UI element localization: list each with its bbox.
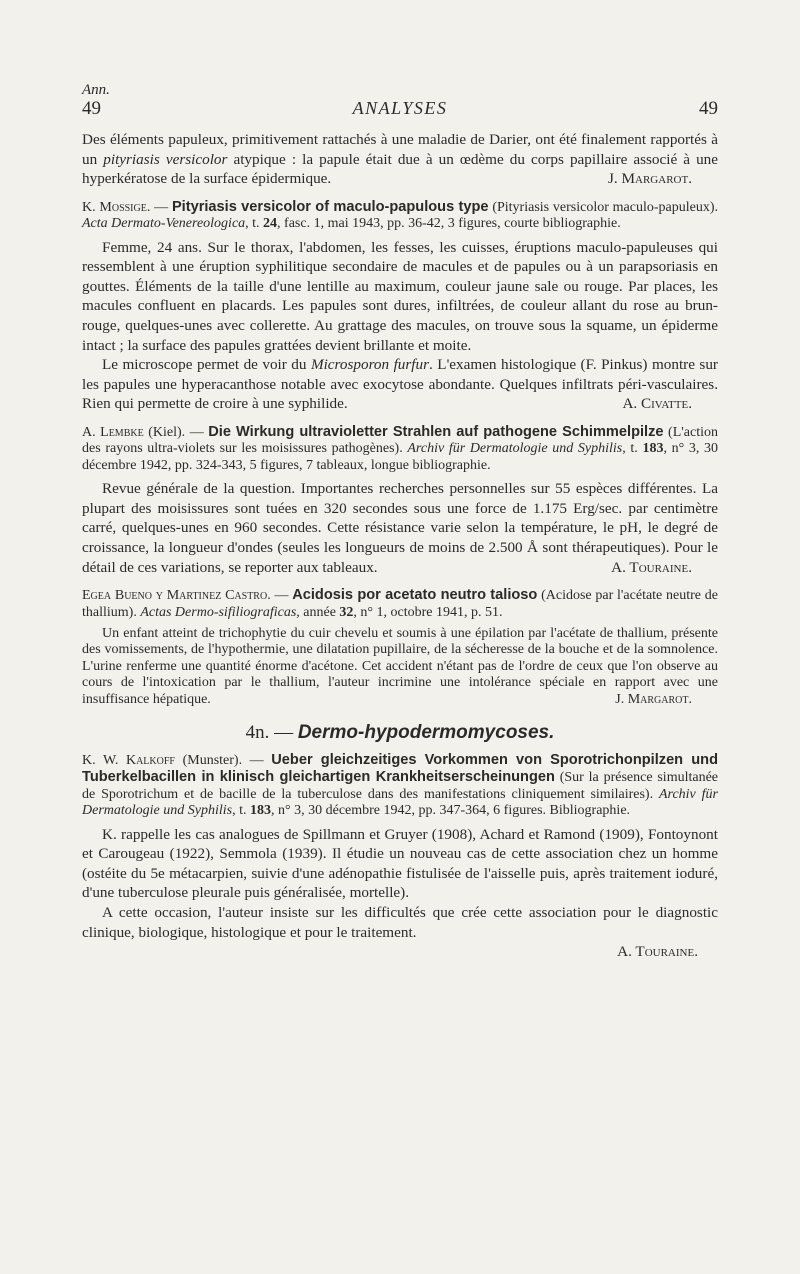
reviewer-signature: A. Civatte. <box>622 395 692 413</box>
journal: Actas Dermo-sifiliograficas <box>140 604 297 620</box>
review-paragraph: Des éléments papuleux, primitivement rattachés à une maladie de Darier, ont été finalement rapportés à un pityriasis versicolor atypique : la papule était due à un œdème du corps papillaire associé à une hyperkératose de la surface épidermique. J. Margarot. <box>82 131 718 188</box>
review-paragraph: Un enfant atteint de trichophytie du cuir chevelu et soumis à une épilation par l'acétate de thallium, présente des vomissements, de l'hypothermie, une dilatation pupillaire, de la sécheresse de la bouche et de la somnolence. L'urine renferme une quantité énorme d'acétone. Cet accident n'étant pas de l'ordre de ceux que l'on observe au cours de l'intoxication par le thallium, l'auteur incrimine une intolérance spéciale en rapport avec une insuffisance hépatique. J. Margarot. <box>82 625 718 707</box>
citation: A. Lembke (Kiel). — Die Wirkung ultravioletter Strahlen auf pathogene Schimmelpilze (L'action des rayons ultra-violets sur les moisissures pathogènes). Archiv für Dermatologie und Syphilis, t. 183, n° 3, 30 décembre 1942, pp. 324-343, 5 figures, 7 tableaux, longue bibliographie. <box>82 423 719 473</box>
review-paragraph: Femme, 24 ans. Sur le thorax, l'abdomen, les fesses, les cuisses, éruptions maculo-papuleuses qui ressemblent à une éruption syphilitique secondaire de macules et de papules ou à un parapsoriasis en gouttes. Éléments de la taille d'une lentille au maximum, couleur jaune sale ou rouge. Par places, les macules confluent en placards. Les papules sont dures, infiltrées, de couleur allant du rose au brun-rouge, quelques-unes avec collerette. Au grattage des macules, on trouve sous la squame, un épiderme intact ; la surface des papules grattées devient brillante et moite. <box>82 238 718 354</box>
author: Egea Bueno y Martinez Castro. <box>82 588 271 604</box>
abstract-entry <box>82 199 718 414</box>
review-paragraph: K. rappelle les cas analogues de Spillmann et Gruyer (1908), Achard et Ramond (1909), Fontoynont et Carougeau (1922), Semmola (1939). Il étudie un nouveau cas de cette association chez un homme (ostéite du 5e métacarpien, suivie d'une adénopathie fistulisée de l'aisselle puis, après traitement ioduré, d'une tuberculose pleurale puis généralisée, mortelle). <box>82 825 718 902</box>
abstract-entry <box>82 424 718 577</box>
section-heading: 4n. — Dermo-hypodermomycoses. <box>245 721 555 743</box>
page <box>82 82 718 962</box>
page-number-left: 49 <box>82 98 101 119</box>
abstract-entry <box>82 587 718 708</box>
annotation-label: Ann. <box>82 82 110 98</box>
review-paragraph: Revue générale de la question. Importantes recherches personnelles sur 55 espèces différentes. La plupart des moisissures sont tuées en 320 secondes sous une force de 1.175 Erg/sec. par centimètre carré, quelques-unes en 960 secondes. Cette résistance varie selon la température, le pH, le degré de croissance, la longueur d'ondes (seules les longueurs de moins de 2.500 Å sont thérapeutiques). Pour le détail de ces variations, se reporter aux tableaux. A. Touraine. <box>82 480 718 576</box>
reviewer-signature: A. Touraine. <box>611 558 692 576</box>
section-title: Dermo-hypodermomycoses. <box>297 721 555 743</box>
citation: K. W. Kalkoff (Munster). — Ueber gleichzeitiges Vorkommen von Sporotrichonpilzen und Tuberkelbacillen in klinisch gleichartigen Krankheitserscheinungen (Sur la présence simultanée de Sporotrichum et de bacille de la tuberculose dans des manifestations cliniquement similaires). Archiv für Dermatologie und Syphilis, t. 183, n° 3, 30 décembre 1942, pp. 347-364, 6 figures. Bibliographie. <box>82 751 718 819</box>
article-title: Ueber gleichzeitiges Vorkommen von Sporotrichonpilzen und Tuberkelbacillen in klinisch gleichartigen Krankheitserscheinungen <box>82 751 718 786</box>
section-number: 4n. <box>245 721 270 743</box>
running-title: ANALYSES <box>352 98 448 118</box>
author: A. Lembke <box>82 424 144 440</box>
author: K. Mossige. <box>82 199 151 215</box>
article-title: Acidosis por acetato neutro talioso <box>292 587 538 604</box>
journal: Acta Dermato-Venereologica <box>82 216 246 232</box>
reviewer-signature: J. Margarot. <box>615 691 692 707</box>
journal: Archiv für Dermatologie und Syphilis <box>407 441 623 457</box>
abstract-entry <box>82 752 718 962</box>
page-number-right: 49 <box>699 98 718 119</box>
running-head <box>82 82 718 130</box>
review-paragraph: Le microscope permet de voir du Microsporon furfur. L'examen histologique (F. Pinkus) montre sur les papules une hyperacanthose notable avec exocytose abondante. Quelques infiltrats péri-vasculaires. Rien qui permette de croire à une syphilide. A. Civatte. <box>82 356 718 413</box>
reviewer-signature: A. Touraine. <box>617 943 698 961</box>
journal: Archiv für Dermatologie und Syphilis <box>82 786 718 819</box>
author: K. W. Kalkoff <box>82 752 175 768</box>
citation: Egea Bueno y Martinez Castro. — Acidosis por acetato neutro talioso (Acidose par l'acétate neutre de thallium). Actas Dermo-sifiliograficas, année 32, n° 1, octobre 1941, p. 51. <box>82 587 718 620</box>
article-title: Die Wirkung ultravioletter Strahlen auf pathogene Schimmelpilze <box>208 423 664 440</box>
article-title: Pityriasis versicolor of maculo-papulous type <box>171 198 489 215</box>
reviewer-signature: J. Margarot. <box>608 170 692 188</box>
citation: K. Mossige. — Pityriasis versicolor of maculo-papulous type (Pityriasis versicolor maculo-papuleux). Acta Dermato-Venereologica, t. 24, fasc. 1, mai 1943, pp. 36-42, 3 figures, courte bibliographie. <box>82 198 719 232</box>
review-paragraph: A cette occasion, l'auteur insiste sur les difficultés que crée cette association pour le diagnostic clinique, biologique, histologique et pour le traitement. <box>82 903 718 941</box>
